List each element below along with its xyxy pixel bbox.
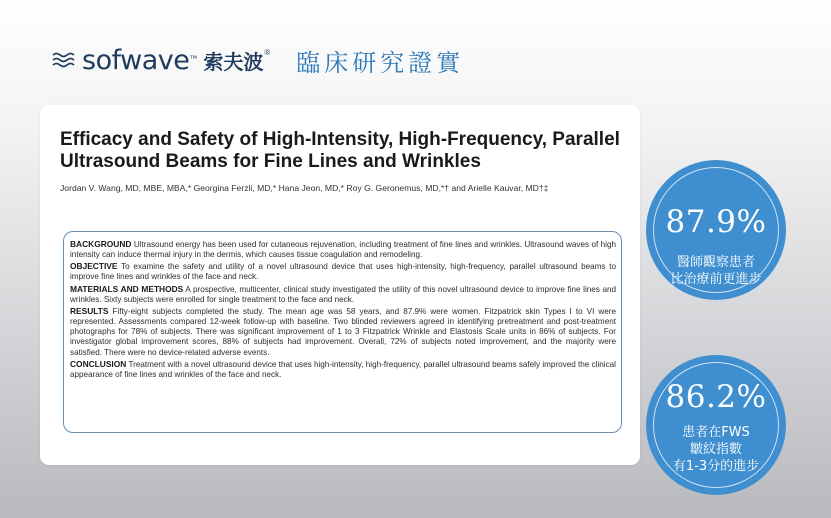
trademark-symbol: ™ (189, 53, 198, 63)
stat-caption-line: 醫師觀察患者 (676, 255, 755, 270)
stat-caption (646, 254, 786, 288)
section-text: Treatment with a novel ultrasound device that uses high-intensity, high-frequency, parallel ultrasound beams safely improved the clinical appearance of fine lines and wrinkles of the face and neck. (70, 359, 616, 379)
paper-title: Efficacy and Safety of High-Intensity, High-Frequency, Parallel Ultrasound Beams for Fine Lines and Wrinkles (60, 129, 620, 172)
paper-authors: Jordan V. Wang, MD, MBE, MBA,* Georgina Ferzli, MD,* Hana Jeon, MD,* Roy G. Geronemus, MD,*† and Arielle Kauvar, MD†‡ (60, 183, 549, 193)
stat-circle-physician (646, 160, 786, 300)
page-title: 臨床研究證實 (296, 48, 465, 77)
logo-wordmark: sofwave (82, 44, 190, 76)
stat-value: 87.9% (665, 204, 767, 240)
abstract-objective (70, 261, 616, 282)
logo-chinese-name: 索夫波 (203, 49, 264, 74)
abstract-conclusion (70, 359, 616, 380)
abstract-box (63, 231, 622, 433)
abstract-results (70, 306, 616, 358)
abstract-methods (70, 284, 616, 305)
stat-value: 86.2% (665, 379, 767, 415)
section-heading: MATERIALS AND METHODS (70, 283, 184, 294)
stat-caption-line: 皺紋指數 (689, 442, 742, 457)
stat-caption-line: 患者在FWS (682, 425, 750, 440)
brand-header (52, 40, 464, 80)
section-text: Ultrasound energy has been used for cutaneous rejuvenation, including treatment of fine lines and wrinkles. Ultrasound waves of high intensity can induce thermal injury in the dermis, which causes tissue coagulation and remodeling. (70, 240, 616, 260)
section-text: Fifty-eight subjects completed the study. The mean age was 58 years, and 87.9% were women. Fitzpatrick skin Types I to VI were represented. Assessments compared 12-week follow-up with baseline. Two blinded reviewers agreed in identifying pretreatment and post-treatment photographs for 78% of subjects. There was significant improvement of 1 to 3 Fitzpatrick Wrinkle and Elastosis Scale units in 86% of subjects. For investigator global improvement scores, 88% of subjects had improvement. Overall, 72% of subjects noted improvement, and the majority were satisfied. There were no device-related adverse events. (70, 306, 616, 357)
sofwave-waves-icon (52, 50, 78, 70)
section-heading: CONCLUSION (70, 358, 127, 369)
registered-symbol: ® (264, 47, 271, 57)
abstract-background (70, 239, 616, 260)
stat-caption (646, 424, 786, 475)
section-text: A prospective, multicenter, clinical study investigated the utility of this novel ultrasound device to improve fine lines and wrinkles. Sixty subjects were enrolled for single treatment to the face and neck. (70, 284, 617, 304)
section-heading: OBJECTIVE (70, 261, 118, 272)
stat-caption-line: 比治療前更進步 (670, 272, 762, 287)
stat-circle-fws (646, 355, 786, 495)
section-heading: BACKGROUND (70, 239, 132, 249)
stat-caption-line: 有1-3分的進步 (672, 459, 760, 474)
paper-card (40, 105, 640, 465)
section-heading: RESULTS (70, 305, 109, 316)
section-text: To examine the safety and utility of a novel ultrasound device that uses high-intensity, high-frequency, parallel ultrasound beams to improve fine lines and wrinkles of the face and neck. (70, 262, 616, 282)
